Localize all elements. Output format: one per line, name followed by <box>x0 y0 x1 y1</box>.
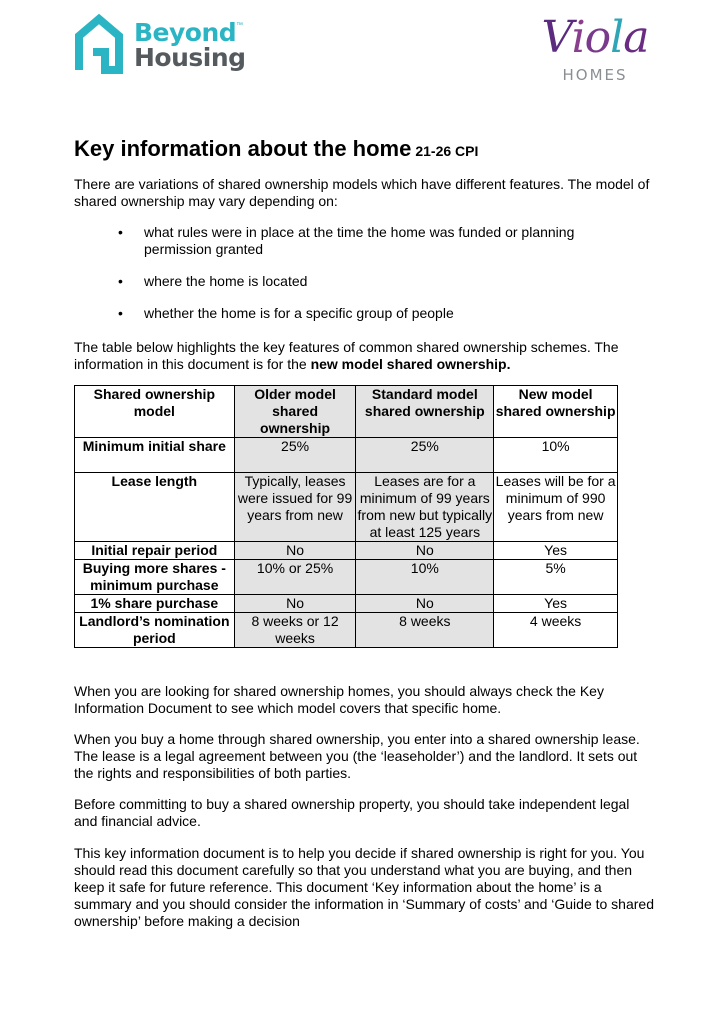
viola-homes-logo <box>540 12 650 90</box>
table-cell: 8 weeks <box>356 613 494 648</box>
table-cell: 8 weeks or 12 weeks <box>234 613 356 648</box>
table-cell: 10% <box>356 560 494 595</box>
trademark-mark: ™ <box>236 22 243 29</box>
table-row <box>75 560 618 595</box>
bullet-list <box>118 224 618 322</box>
table-cell: Yes <box>494 542 618 560</box>
table-row <box>75 473 618 542</box>
table-cell: No <box>356 542 494 560</box>
table-cell: 4 weeks <box>494 613 618 648</box>
table-cell: 25% <box>356 438 494 473</box>
logo-housing-word: Housing <box>134 43 246 72</box>
page-title <box>74 136 478 162</box>
table-row <box>75 595 618 613</box>
table-header-row <box>75 386 618 438</box>
title-main: Key information about the home <box>74 136 412 161</box>
intro-paragraph: There are variations of shared ownership models which have different features. The model of shared ownership may vary depending on: <box>74 176 650 209</box>
list-item: • where the home is located <box>118 273 618 290</box>
table-cell: Typically, leases were issued for 99 years from new <box>234 473 356 542</box>
row-label: Minimum initial share <box>75 438 235 473</box>
table-row <box>75 542 618 560</box>
body-paragraph-2: When you buy a home through shared ownership, you enter into a shared ownership lease. The lease is a legal agreement between you (the ‘leaseholder’) and the landlord. It sets out the rights and responsibilities of both parties. <box>74 731 640 781</box>
body-paragraph-1: When you are looking for shared ownership homes, you should always check the Key Information Document to see which model covers that specific home. <box>74 683 604 716</box>
table-cell: 25% <box>234 438 356 473</box>
table-intro-paragraph <box>74 339 654 373</box>
table-cell: No <box>234 595 356 613</box>
table-header-cell: New model shared ownership <box>494 386 618 438</box>
table-header-cell: Shared ownership model <box>75 386 235 438</box>
table-header-cell: Older model shared ownership <box>234 386 356 438</box>
row-label: Lease length <box>75 473 235 542</box>
body-paragraph-3: Before committing to buy a shared ownership property, you should take independent legal and financial advice. <box>74 796 630 829</box>
body-paragraph-4: This key information document is to help you decide if shared ownership is right for you. You should read this document carefully so that you understand what you are buying, and then keep it safe for future reference. This document ‘Key information about the home’ is a summary and you should consider the information in ‘Summary of costs’ and ‘Guide to shared ownership’ before making a decision <box>74 845 654 929</box>
row-label: Initial repair period <box>75 542 235 560</box>
row-label: Landlord’s nomination period <box>75 613 235 648</box>
table-row <box>75 438 618 473</box>
logo-homes-word: HOMES <box>562 66 628 84</box>
table-header-cell: Standard model shared ownership <box>356 386 494 438</box>
table-cell: Leases will be for a minimum of 990 years from new <box>494 473 618 542</box>
table-cell: Leases are for a minimum of 99 years from new but typically at least 125 years <box>357 473 493 540</box>
logo-beyond-word: Beyond <box>134 18 237 47</box>
table-cell: Yes <box>494 595 618 613</box>
list-item: • what rules were in place at the time the home was funded or planning permission granted <box>118 224 618 258</box>
house-icon <box>74 14 124 74</box>
table-intro-bold: new model shared ownership. <box>310 356 511 372</box>
list-item: • whether the home is for a specific group of people <box>118 305 618 322</box>
table-cell: No <box>234 542 356 560</box>
table-cell: No <box>356 595 494 613</box>
shared-ownership-table <box>74 385 618 648</box>
table-cell: 10% <box>494 438 618 473</box>
beyond-housing-logo <box>74 14 249 78</box>
row-label: 1% share purchase <box>75 595 235 613</box>
row-label: Buying more shares - minimum purchase <box>75 560 235 595</box>
title-sub: 21-26 CPI <box>415 143 479 159</box>
table-cell: 5% <box>494 560 618 595</box>
table-row <box>75 613 618 648</box>
table-intro-text: The table below highlights the key features of common shared ownership schemes. The information in this document is for the <box>74 339 619 372</box>
table-cell: 10% or 25% <box>234 560 356 595</box>
logo-viola-script: Viola <box>541 12 649 63</box>
